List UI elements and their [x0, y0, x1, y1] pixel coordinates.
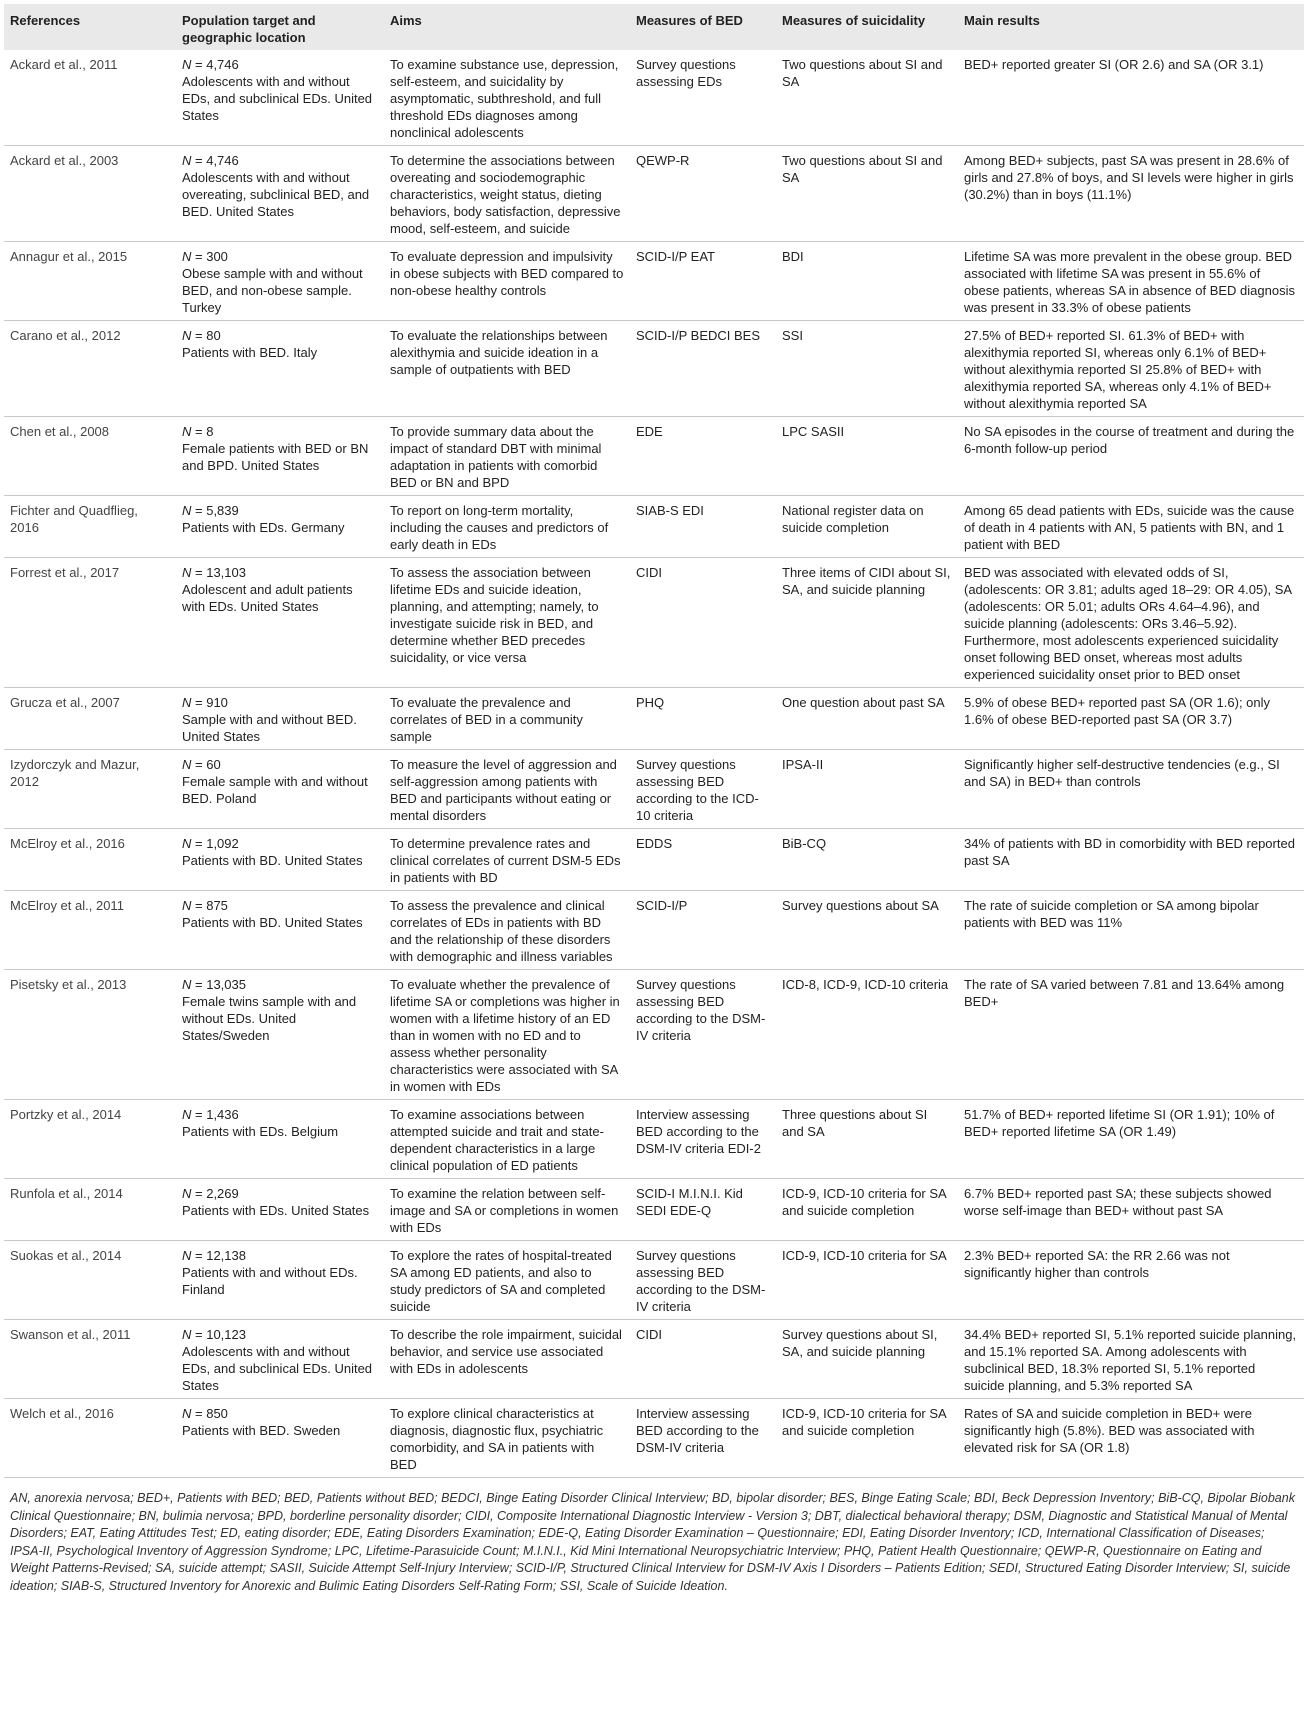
cell-measures-bed: SCID-I M.I.N.I. Kid SEDI EDE-Q [636, 1186, 743, 1218]
sample-size-value: = 13,103 [195, 565, 246, 580]
cell-population [176, 829, 384, 891]
cell-population [176, 50, 384, 146]
population-text: Female sample with and without BED. Poland [182, 774, 368, 806]
cell-reference: Carano et al., 2012 [10, 328, 121, 343]
sample-size-letter: N [182, 1248, 192, 1263]
sample-size-letter: N [182, 898, 192, 913]
cell-measures-bed: QEWP-R [636, 153, 690, 168]
cell-measures-suicidality: Survey questions about SA [782, 898, 939, 913]
cell-main-results: Among BED+ subjects, past SA was present in 28.6% of girls and 27.8% of boys, and SI levels were higher in girls (30.2%) than in boys (11.1%) [964, 153, 1294, 202]
cell-measures-bed: Survey questions assessing BED according to the DSM-IV criteria [636, 1248, 766, 1314]
cell-main-results: Among 65 dead patients with EDs, suicide was the cause of death in 4 patients with AN, 5 patients with BN, and 1 patient with BED [964, 503, 1295, 552]
cell-aims: To report on long-term mortality, including the causes and predictors of early death in EDs [390, 503, 609, 552]
cell-measures-bed: CIDI [636, 1327, 662, 1342]
cell-measures-suicidality: BiB-CQ [782, 836, 827, 851]
table-footnote: AN, anorexia nervosa; BED+, Patients with BED; BED, Patients without BED; BEDCI, Binge Eating Disorder Clinical Interview; BD, bipolar disorder; BES, Binge Eating Scale; BDI, Beck Depression Inventory; BiB-CQ, Bipolar Biobank Clinical Questionnaire; BN, bulimia nervosa; BPD, borderline personality disorder; CIDI, Composite International Diagnostic Interview - Version 3; DBT, dialectical behavioral therapy; DSM, Diagnostic and Statistical Manual of Mental Disorders; EAT, Eating Attitudes Test; ED, eating disorder; EDE, Eating Disorders Examination; EDE-Q, Eating Disorder Examination – Questionnaire; EDI, Eating Disorder Inventory; ICD, International Classification of Diseases; IPSA-II, Psychological Inventory of Aggression Syndrome; LPC, Lifetime-Parasuicide Count; M.I.N.I., Kid Mini International Neuropsychiatric Interview; PHQ, Patient Health Questionnaire; QEWP-R, Questionnaire on Eating and Weight Patterns-Revised; SA, suicide attempt; SASII, Suicide Attempt Self-Injury Interview; SCID-I/P, Structured Clinical Interview for DSM-IV Axis I Disorders – Patients Edition; SEDI, Structured Eating Disorder Interview; SI, suicide ideation; SIAB-S, Structured Inventory for Anorexic and Bulimic Eating Disorders Self-Rating Form; SSI, Scale of Suicide Ideation. [10, 1491, 1295, 1593]
sample-size-letter: N [182, 757, 192, 772]
sample-size [182, 1326, 378, 1343]
table-row [4, 558, 1304, 688]
header-population: Population target and geographic location [182, 13, 316, 45]
cell-measures-suicidality: National register data on suicide completion [782, 503, 924, 535]
cell-aims: To explore the rates of hospital-treated SA among ED patients, and also to study predictors of SA and completed suicide [390, 1248, 612, 1314]
table-row [4, 1100, 1304, 1179]
sample-size-letter: N [182, 695, 192, 710]
cell-measures-bed: EDE [636, 424, 663, 439]
sample-size-value: = 875 [195, 898, 228, 913]
sample-size-letter: N [182, 836, 192, 851]
cell-measures-suicidality: ICD-8, ICD-9, ICD-10 criteria [782, 977, 949, 992]
cell-measures-suicidality: Survey questions about SI, SA, and suicide planning [782, 1327, 938, 1359]
header-measures-suicidality: Measures of suicidality [782, 13, 926, 28]
cell-aims: To measure the level of aggression and self-aggression among patients with BED and participants without eating or mental disorders [390, 757, 617, 823]
cell-aims: To examine associations between attempted suicide and trait and state-dependent characteristics in a large clinical population of ED patients [390, 1107, 604, 1173]
cell-aims: To provide summary data about the impact of standard DBT with minimal adaptation in patients with comorbid BED or BN and BPD [390, 424, 602, 490]
sample-size-value: = 910 [195, 695, 228, 710]
population-text: Patients with BED. Italy [182, 345, 318, 360]
sample-size-value: = 4,746 [195, 57, 239, 72]
population-text: Patients with EDs. Germany [182, 520, 345, 535]
population-text: Patients with EDs. United States [182, 1203, 370, 1218]
cell-measures-bed: PHQ [636, 695, 665, 710]
cell-measures-bed: Survey questions assessing BED according to the DSM-IV criteria [636, 977, 766, 1043]
cell-reference: Annagur et al., 2015 [10, 249, 128, 264]
cell-population [176, 496, 384, 558]
cell-reference: Portzky et al., 2014 [10, 1107, 122, 1122]
sample-size-letter: N [182, 153, 192, 168]
sample-size-value: = 13,035 [195, 977, 246, 992]
table-row [4, 1179, 1304, 1241]
cell-population [176, 321, 384, 417]
sample-size-value: = 80 [195, 328, 221, 343]
cell-measures-suicidality: SSI [782, 328, 803, 343]
cell-aims: To evaluate whether the prevalence of lifetime SA or completions was higher in women with a lifetime history of an ED than in women with no ED and to assess whether personality characteristics were associated with SA in women with EDs [390, 977, 620, 1094]
cell-population [176, 1399, 384, 1478]
cell-measures-bed: Survey questions assessing EDs [636, 57, 736, 89]
cell-measures-bed: CIDI [636, 565, 662, 580]
cell-reference: Chen et al., 2008 [10, 424, 110, 439]
cell-main-results: Rates of SA and suicide completion in BED+ were significantly high (5.8%). BED was associated with elevated risk for SA (OR 1.8) [964, 1406, 1255, 1455]
cell-main-results: 34% of patients with BD in comorbidity with BED reported past SA [964, 836, 1295, 868]
cell-population [176, 558, 384, 688]
sample-size [182, 248, 378, 265]
cell-aims: To evaluate depression and impulsivity in obese subjects with BED compared to non-obese healthy controls [390, 249, 624, 298]
table-row [4, 1399, 1304, 1478]
sample-size [182, 756, 378, 773]
cell-reference: Runfola et al., 2014 [10, 1186, 123, 1201]
sample-size-letter: N [182, 503, 192, 518]
sample-size-letter: N [182, 1186, 192, 1201]
header-aims: Aims [390, 13, 422, 28]
cell-measures-bed: EDDS [636, 836, 673, 851]
cell-aims: To examine substance use, depression, self-esteem, and suicidality by asymptomatic, subthreshold, and full threshold EDs diagnoses among nonclinical adolescents [390, 57, 619, 140]
cell-reference: Pisetsky et al., 2013 [10, 977, 127, 992]
population-text: Patients with BED. Sweden [182, 1423, 341, 1438]
cell-aims: To assess the association between lifetime EDs and suicide ideation, planning, and attempting; namely, to investigate suicide risk in BED, and determine whether BED precedes suicidality, or vice versa [390, 565, 599, 665]
sample-size-value: = 60 [195, 757, 221, 772]
cell-population [176, 242, 384, 321]
cell-population [176, 1320, 384, 1399]
population-text: Patients with BD. United States [182, 853, 363, 868]
cell-reference: Swanson et al., 2011 [10, 1327, 131, 1342]
table-row [4, 50, 1304, 146]
population-text: Adolescents with and without EDs, and subclinical EDs. United States [182, 74, 373, 123]
sample-size-letter: N [182, 424, 192, 439]
sample-size-value: = 10,123 [195, 1327, 246, 1342]
cell-measures-suicidality: One question about past SA [782, 695, 945, 710]
cell-measures-bed: SCID-I/P EAT [636, 249, 715, 264]
table-row [4, 496, 1304, 558]
sample-size-value: = 1,436 [195, 1107, 239, 1122]
cell-main-results: The rate of suicide completion or SA among bipolar patients with BED was 11% [964, 898, 1259, 930]
header-measures-bed: Measures of BED [636, 13, 743, 28]
sample-size [182, 1106, 378, 1123]
cell-measures-bed: Interview assessing BED according to the DSM-IV criteria EDI-2 [636, 1107, 761, 1156]
sample-size-value: = 850 [195, 1406, 228, 1421]
sample-size-value: = 12,138 [195, 1248, 246, 1263]
cell-measures-suicidality: Two questions about SI and SA [782, 57, 943, 89]
population-text: Patients with and without EDs. Finland [182, 1265, 358, 1297]
sample-size [182, 1185, 378, 1202]
cell-population [176, 1100, 384, 1179]
population-text: Patients with BD. United States [182, 915, 363, 930]
cell-population [176, 146, 384, 242]
sample-size-letter: N [182, 1327, 192, 1342]
table-row [4, 1241, 1304, 1320]
cell-measures-bed: Survey questions assessing BED according to the ICD-10 criteria [636, 757, 759, 823]
cell-measures-suicidality: ICD-9, ICD-10 criteria for SA and suicide completion [782, 1186, 946, 1218]
sample-size-value: = 8 [195, 424, 214, 439]
cell-main-results: 6.7% BED+ reported past SA; these subjects showed worse self-image than BED+ without past SA [964, 1186, 1272, 1218]
cell-measures-suicidality: Two questions about SI and SA [782, 153, 943, 185]
cell-main-results: Lifetime SA was more prevalent in the obese group. BED associated with lifetime SA was present in 55.6% of obese patients, whereas SA in absence of BED diagnosis was present in 33.3% of obese patients [964, 249, 1295, 315]
table-row [4, 321, 1304, 417]
cell-population [176, 970, 384, 1100]
population-text: Obese sample with and without BED, and non-obese sample. Turkey [182, 266, 363, 315]
cell-measures-bed: SCID-I/P [636, 898, 688, 913]
table-row [4, 970, 1304, 1100]
sample-size-value: = 300 [195, 249, 228, 264]
cell-aims: To determine prevalence rates and clinical correlates of current DSM-5 EDs in patients with BD [390, 836, 621, 885]
sample-size [182, 976, 378, 993]
cell-reference: Grucza et al., 2007 [10, 695, 120, 710]
header-references: References [10, 13, 81, 28]
cell-reference: McElroy et al., 2011 [10, 898, 124, 913]
cell-reference: Ackard et al., 2011 [10, 57, 118, 72]
cell-population [176, 688, 384, 750]
table-row [4, 688, 1304, 750]
sample-size-letter: N [182, 57, 192, 72]
cell-main-results: 2.3% BED+ reported SA: the RR 2.66 was not significantly higher than controls [964, 1248, 1230, 1280]
population-text: Sample with and without BED. United States [182, 712, 357, 744]
cell-measures-suicidality: ICD-9, ICD-10 criteria for SA [782, 1248, 947, 1263]
cell-main-results: 27.5% of BED+ reported SI. 61.3% of BED+ with alexithymia reported SI, whereas only 6.1% of BED+ without alexithymia reported SI 25.8% of BED+ with alexithymia reported SA, whereas only 4.1% of BED+ without alexithymia reported SA [964, 328, 1272, 411]
cell-main-results: 5.9% of obese BED+ reported past SA (OR 1.6); only 1.6% of obese BED-reported past SA (OR 3.7) [964, 695, 1271, 727]
cell-main-results: The rate of SA varied between 7.81 and 13.64% among BED+ [964, 977, 1285, 1009]
cell-measures-suicidality: ICD-9, ICD-10 criteria for SA and suicide completion [782, 1406, 946, 1438]
cell-measures-suicidality: Three items of CIDI about SI, SA, and suicide planning [782, 565, 951, 597]
header-main-results: Main results [964, 13, 1040, 28]
sample-size-value: = 4,746 [195, 153, 239, 168]
sample-size [182, 152, 378, 169]
table-row [4, 891, 1304, 970]
table-row [4, 750, 1304, 829]
cell-main-results: BED+ reported greater SI (OR 2.6) and SA (OR 3.1) [964, 57, 1264, 72]
cell-measures-suicidality: BDI [782, 249, 804, 264]
population-text: Female twins sample with and without EDs. United States/Sweden [182, 994, 357, 1043]
cell-aims: To assess the prevalence and clinical correlates of EDs in patients with BD and the relationship of these disorders with demographic and illness variables [390, 898, 613, 964]
cell-main-results: 51.7% of BED+ reported lifetime SI (OR 1.91); 10% of BED+ reported lifetime SA (OR 1.49) [964, 1107, 1275, 1139]
cell-aims: To describe the role impairment, suicidal behavior, and service use associated with EDs in adolescents [390, 1327, 622, 1376]
sample-size-value: = 2,269 [195, 1186, 239, 1201]
cell-reference: Ackard et al., 2003 [10, 153, 119, 168]
cell-aims: To determine the associations between overeating and sociodemographic characteristics, weight status, dieting behaviors, body satisfaction, depressive mood, self-esteem, and suicide [390, 153, 621, 236]
cell-population [176, 417, 384, 496]
cell-aims: To explore clinical characteristics at diagnosis, diagnostic flux, psychiatric comorbidity, and SA in patients with BED [390, 1406, 604, 1472]
sample-size [182, 694, 378, 711]
header-row [4, 4, 1304, 50]
cell-aims: To evaluate the relationships between alexithymia and suicide ideation in a sample of outpatients with BED [390, 328, 608, 377]
sample-size-letter: N [182, 328, 192, 343]
cell-aims: To examine the relation between self-image and SA or completions in women with EDs [390, 1186, 619, 1235]
cell-measures-bed: SIAB-S EDI [636, 503, 704, 518]
cell-population [176, 891, 384, 970]
cell-main-results: Significantly higher self-destructive tendencies (e.g., SI and SA) in BED+ than controls [964, 757, 1280, 789]
sample-size [182, 1247, 378, 1264]
population-text: Adolescents with and without EDs, and subclinical EDs. United States [182, 1344, 373, 1393]
sample-size-value: = 5,839 [195, 503, 239, 518]
cell-measures-suicidality: LPC SASII [782, 424, 845, 439]
table-row [4, 417, 1304, 496]
population-text: Patients with EDs. Belgium [182, 1124, 339, 1139]
table-row [4, 242, 1304, 321]
cell-main-results: 34.4% BED+ reported SI, 5.1% reported suicide planning, and 15.1% reported SA. Among adolescents with subclinical BED, 18.3% reported SI, 5.1% reported suicide planning, and 5.3% reported SA [964, 1327, 1297, 1393]
cell-measures-bed: Interview assessing BED according to the DSM-IV criteria [636, 1406, 759, 1455]
table-container [4, 0, 1304, 1595]
sample-size-letter: N [182, 1107, 192, 1122]
sample-size [182, 423, 378, 440]
cell-reference: Fichter and Quadflieg, 2016 [10, 503, 138, 535]
sample-size [182, 327, 378, 344]
sample-size [182, 835, 378, 852]
cell-aims: To evaluate the prevalence and correlates of BED in a community sample [390, 695, 583, 744]
table-row [4, 829, 1304, 891]
cell-reference: McElroy et al., 2016 [10, 836, 125, 851]
studies-table [4, 4, 1304, 1478]
cell-reference: Izydorczyk and Mazur, 2012 [10, 757, 140, 789]
population-text: Adolescent and adult patients with EDs. United States [182, 582, 353, 614]
sample-size [182, 502, 378, 519]
sample-size-letter: N [182, 1406, 192, 1421]
table-row [4, 146, 1304, 242]
cell-measures-suicidality: Three questions about SI and SA [782, 1107, 928, 1139]
sample-size [182, 1405, 378, 1422]
sample-size-letter: N [182, 977, 192, 992]
sample-size-letter: N [182, 249, 192, 264]
sample-size [182, 897, 378, 914]
table-row [4, 1320, 1304, 1399]
cell-reference: Suokas et al., 2014 [10, 1248, 122, 1263]
sample-size [182, 564, 378, 581]
cell-population [176, 1241, 384, 1320]
population-text: Adolescents with and without overeating, subclinical BED, and BED. United States [182, 170, 370, 219]
cell-measures-bed: SCID-I/P BEDCI BES [636, 328, 761, 343]
sample-size-letter: N [182, 565, 192, 580]
cell-population [176, 750, 384, 829]
sample-size [182, 56, 378, 73]
table-body [4, 50, 1304, 1478]
population-text: Female patients with BED or BN and BPD. United States [182, 441, 369, 473]
cell-population [176, 1179, 384, 1241]
cell-reference: Forrest et al., 2017 [10, 565, 120, 580]
cell-measures-suicidality: IPSA-II [782, 757, 824, 772]
cell-main-results: BED was associated with elevated odds of SI, (adolescents: OR 3.81; adults aged 18–29: OR 4.05), SA (adolescents: OR 5.01; adults ORs 4.64–4.96), and suicide planning (adolescents: ORs 3.46–5.92). Furthermore, most adolescents experienced suicidality onset following BED onset, whereas most adults experienced suicidality onset prior to BED onset [964, 565, 1292, 682]
cell-main-results: No SA episodes in the course of treatment and during the 6-month follow-up period [964, 424, 1295, 456]
cell-reference: Welch et al., 2016 [10, 1406, 114, 1421]
sample-size-value: = 1,092 [195, 836, 239, 851]
